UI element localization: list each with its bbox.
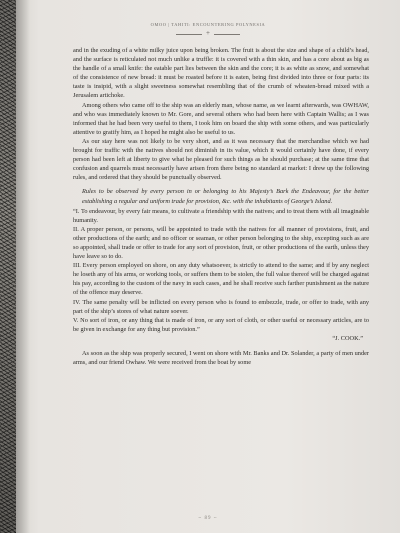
paragraph: As our stay here was not likely to be very short, and as it was necessary that the merchandise which we had brought for traffic with the natives should not diminish in its value, which it would certainly have done, if every person had been left at liberty to give what he pleased for such things as he should purchase; at the same time that confusion and quarrels must necessarily have arisen from there being no standard at market: I drew up the following rules, and ordered that they should be punctually observed. (73, 137, 369, 182)
ornament-rule-right (214, 34, 240, 35)
running-head: OMOO | TAHITI: ENCOUNTERING POLYNESIA (150, 22, 266, 27)
rule-item: II. A proper person, or persons, will be appointed to trade with the natives for all manner of provisions, fruit, and other productions of the earth; and no officer or seaman, or other person belonging to the ship, excepting such as are so appointed, shall trade or offer to trade for any sort of provision, fruit, or other productions of the earth, unless they have leave so to do. (73, 225, 369, 261)
paragraph: As soon as the ship was properly secured, I went on shore with Mr. Banks and Dr. Solander, a party of men under arms, and our friend Owhaw. We were received from the boat by some (73, 350, 369, 367)
rules-title: Rules to be observed by every person in or belonging to his Majesty’s Bark the Endeavour, for the better establishing a regular and uniform trade for provision, &c. with the inhabitants of George’s Island. (82, 188, 369, 205)
body-text (73, 46, 369, 367)
rule-item: IV. The same penalty will be inflicted on every person who is found to embezzle, trade, or offer to trade, with any part of the ship’s stores of what nature soever. (73, 298, 369, 315)
rule-item: “I. To endeavour, by every fair means, to cultivate a friendship with the natives; and to treat them with all imaginable humanity. (73, 207, 369, 224)
paragraph: Among others who came off to the ship was an elderly man, whose name, as we learnt afterwards, was OWHAW, and who was immediately known to Mr. Gore, and several others who had been here with Captain Wallis; as I was informed that he had been very useful to them, I took him on board the ship with some others, and was particularly attentive to gratify him, as I hoped he might also be useful to us. (73, 101, 369, 136)
ornament-cross-icon: + (206, 29, 210, 37)
book-page (16, 0, 400, 533)
page-number: ~ 89 ~ (198, 516, 218, 521)
spine-shadow (16, 0, 30, 533)
ornament-rule-left (176, 34, 202, 35)
rule-item: V. No sort of iron, or any thing that is made of iron, or any sort of cloth, or other useful or necessary articles, are to be given in exchange for any thing but provision.” (73, 316, 369, 333)
paragraph: and in the exuding of a white milky juice upon being broken. The fruit is about the size and shape of a child’s head, and the surface is reticulated not much unlike a truffle: it is covered with a thin skin, and has a core about as big as the handle of a small knife: the eatable part lies between the skin and the core; it is as white as snow, and somewhat of the consistence of new bread: it must be roasted before it is eaten, being first divided into three or four parts: its taste is insipid, with a slight sweetness somewhat resembling that of the crumb of wheaten-bread mixed with a Jerusalem artichoke. (73, 47, 369, 100)
header-ornament (176, 30, 240, 38)
signature: “J. COOK.” (332, 334, 363, 342)
rule-item: III. Every person employed on shore, on any duty whatsoever, is strictly to attend to the same; and if by any neglect he loseth any of his arms, or working tools, or suffers them to be stolen, the full value thereof will be charged against his pay, according to the custom of the navy in such cases, and he shall receive such farther punishment as the nature of the offence may deserve. (73, 262, 369, 297)
facing-page-illustration-edge (0, 0, 16, 533)
